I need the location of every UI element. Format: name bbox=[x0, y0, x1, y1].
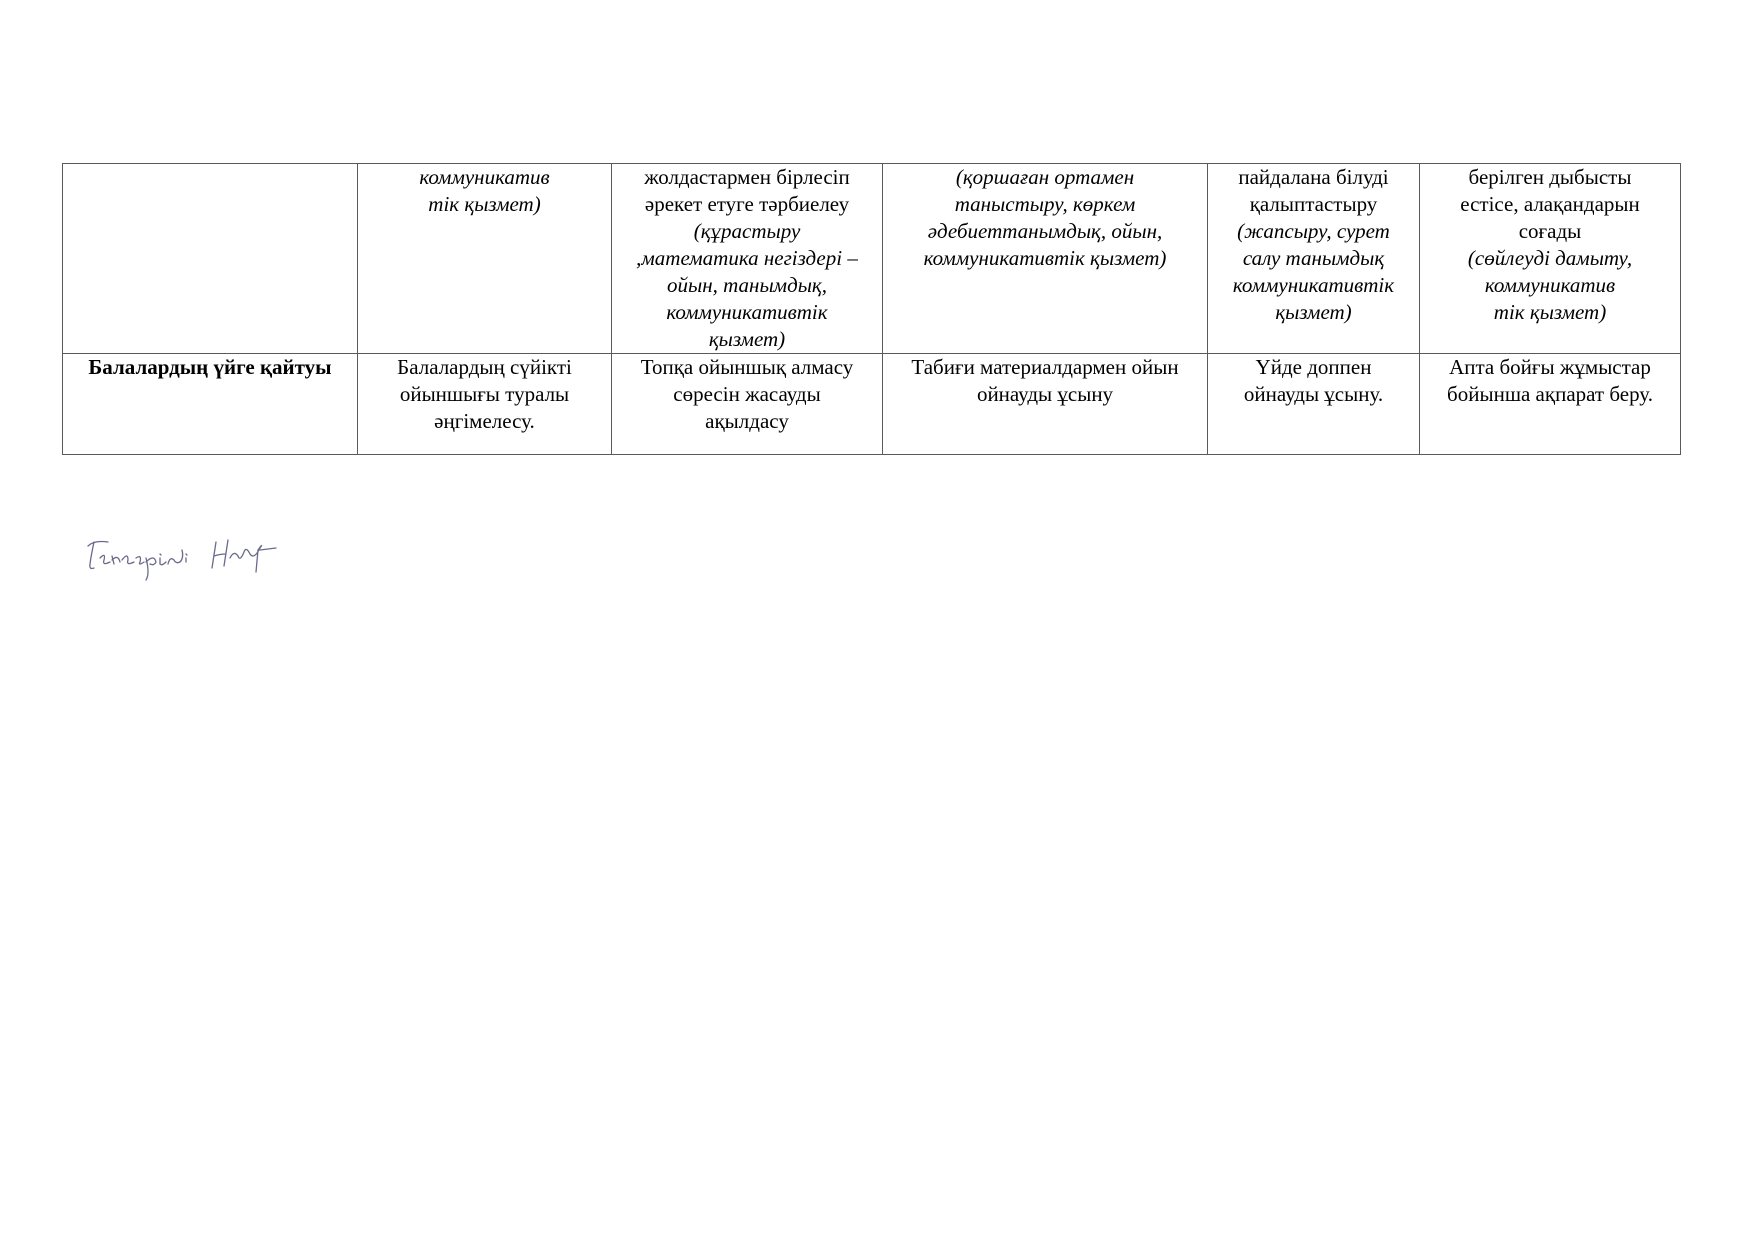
cell-text-line: ,математика негіздері – bbox=[636, 246, 858, 270]
cell-text-line: Табиғи материалдармен ойын bbox=[911, 355, 1179, 379]
cell-text-line: Топқа ойыншық алмасу bbox=[640, 355, 854, 379]
cell-text-line: бойынша ақпарат беру. bbox=[1447, 382, 1653, 406]
plan-table bbox=[62, 163, 1681, 455]
cell-text-line: (жапсыру, сурет bbox=[1237, 219, 1390, 243]
cell-text-line: салу танымдық bbox=[1242, 246, 1385, 270]
cell-text-line: коммуникатив bbox=[419, 165, 550, 189]
table-cell bbox=[358, 164, 612, 354]
table-row bbox=[63, 164, 1681, 354]
cell-text-line: тік қызмет) bbox=[428, 192, 541, 216]
cell-text-line: Үйде доппен bbox=[1255, 355, 1372, 379]
cell-text-line: естісе, алақандарын bbox=[1460, 192, 1640, 216]
table-row bbox=[63, 354, 1681, 455]
cell-text-line: сөресін жасауды bbox=[673, 382, 821, 406]
table-cell bbox=[358, 354, 612, 455]
cell-text-line: қызмет) bbox=[708, 327, 786, 351]
cell-text-line: коммуникативтік қызмет) bbox=[923, 246, 1167, 270]
cell-text-line: берілген дыбысты bbox=[1468, 165, 1632, 189]
cell-text-line: коммуникатив bbox=[1484, 273, 1616, 297]
cell-text-line: соғады bbox=[1518, 219, 1582, 243]
cell-text-line: қалыптастыру bbox=[1249, 192, 1378, 216]
table-cell bbox=[612, 164, 883, 354]
row-label: Балалардың үйге қайтуы bbox=[63, 354, 358, 455]
cell-text-line: коммуникативтік bbox=[1232, 273, 1395, 297]
table-cell bbox=[883, 164, 1208, 354]
cell-text-line: (қоршаған ортамен bbox=[955, 165, 1135, 189]
cell-text-line: ойнауды ұсыну. bbox=[1243, 382, 1384, 406]
cell-text-line: Балалардың сүйікті bbox=[397, 355, 572, 379]
table-cell-empty bbox=[63, 164, 358, 354]
cell-text-line: ойнауды ұсыну bbox=[976, 382, 1114, 406]
cell-text-line: жолдастармен бірлесіп bbox=[644, 165, 850, 189]
table-cell bbox=[612, 354, 883, 455]
cell-text-line: қызмет) bbox=[1275, 300, 1352, 324]
cell-text-line: Апта бойғы жұмыстар bbox=[1449, 355, 1651, 379]
table-cell bbox=[1420, 354, 1681, 455]
cell-text-line: пайдалана білуді bbox=[1238, 165, 1389, 189]
table-cell bbox=[1208, 164, 1420, 354]
table-cell bbox=[1420, 164, 1681, 354]
cell-text-line: әдебиеттанымдық, ойын, bbox=[927, 219, 1163, 243]
cell-text-line: тік қызмет) bbox=[1493, 300, 1607, 324]
cell-text-line: әңгімелесу. bbox=[434, 409, 535, 433]
cell-text-line: ойын, танымдық, bbox=[666, 273, 828, 297]
handwritten-signature bbox=[84, 528, 294, 588]
cell-text-line: ақылдасу bbox=[705, 409, 789, 433]
cell-text-line: ойыншығы туралы bbox=[399, 382, 570, 406]
cell-text-line: таныстыру, көркем bbox=[954, 192, 1136, 216]
table-cell bbox=[1208, 354, 1420, 455]
cell-text-line: (құрастыру bbox=[693, 219, 801, 243]
table-cell bbox=[883, 354, 1208, 455]
cell-text-line: коммуникативтік bbox=[666, 300, 828, 324]
cell-text-line: (сөйлеуді дамыту, bbox=[1467, 246, 1633, 270]
cell-text-line: әрекет етуге тәрбиелеу bbox=[644, 192, 850, 216]
